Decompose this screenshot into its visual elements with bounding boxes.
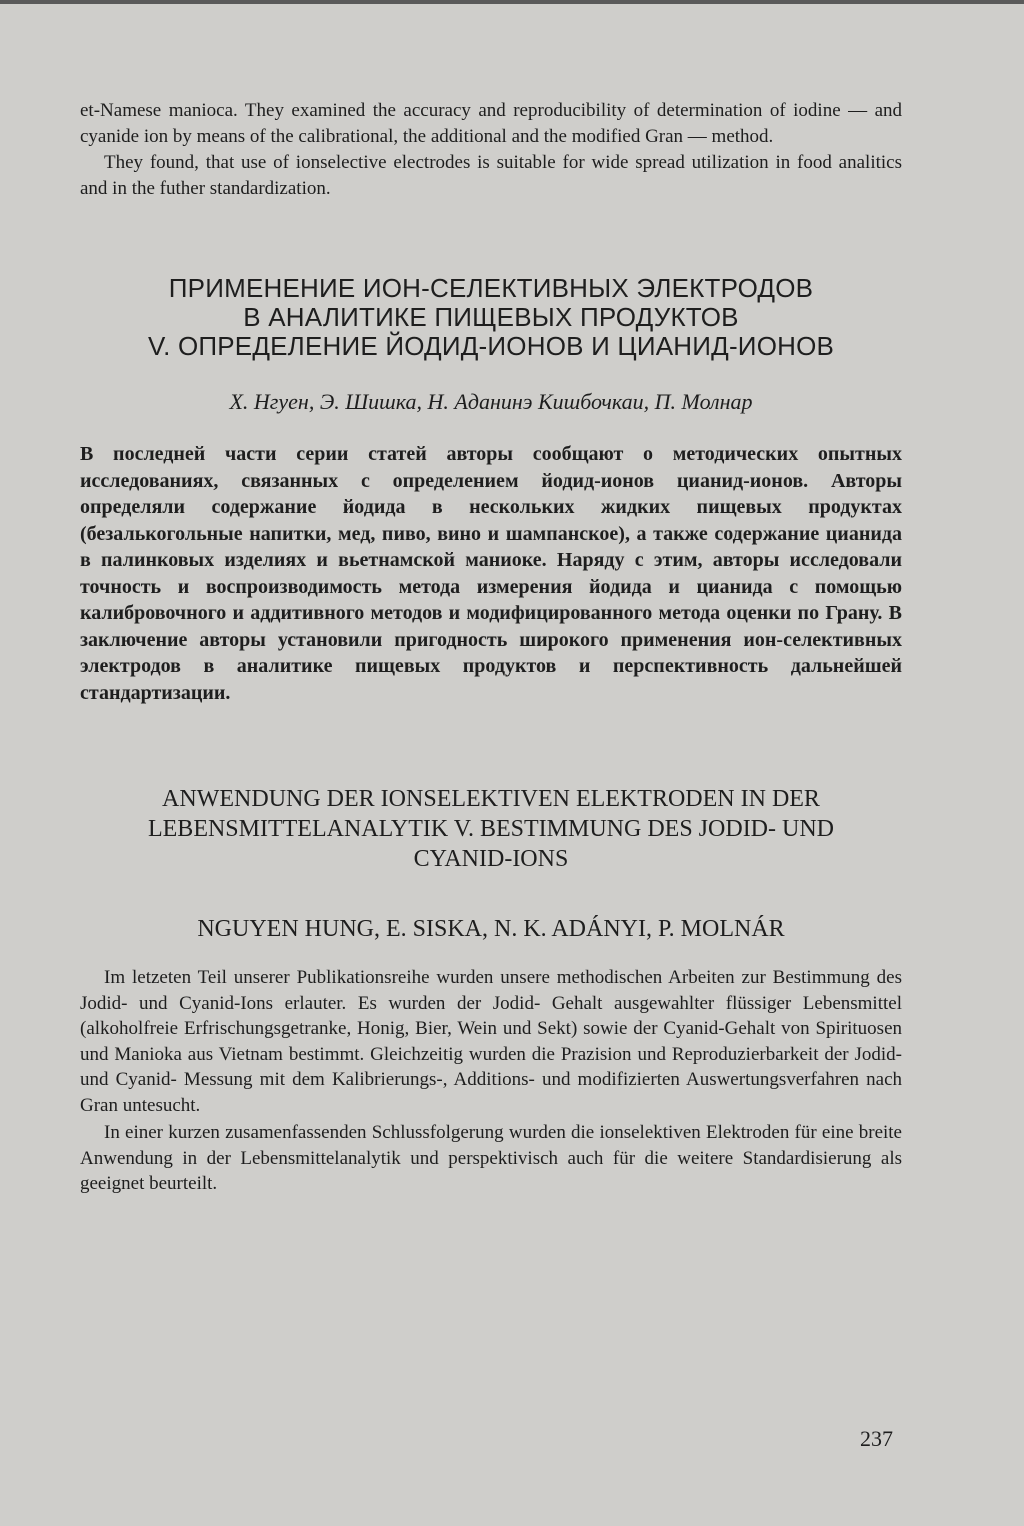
russian-title-line: V. ОПРЕДЕЛЕНИЕ ЙОДИД-ИОНОВ И ЦИАНИД-ИОНОВ bbox=[147, 331, 835, 361]
german-abstract-paragraph-2: In einer kurzen zusamenfassenden Schlussfolgerung wurden die ionselektiven Elektroden für eine breite Anwendung in der Lebensmittelanalytik und perspektivisch auch für die weitere Standardisierung als geeignet beurteilt. bbox=[80, 1122, 902, 1194]
english-summary-paragraph-1: et-Namese manioca. They examined the accuracy and reproducibility of determination of iodine — and cyanide ion by means of the calibrational, the additional and the modified Gran — method. bbox=[80, 100, 902, 147]
russian-title bbox=[80, 274, 902, 361]
english-summary-paragraph-2: They found, that use of ionselective electrodes is suitable for wide spread utilization in food analitics and in the futher standardization. bbox=[80, 152, 902, 199]
russian-title-line: В АНАЛИТИКЕ ПИЩЕВЫХ ПРОДУКТОВ bbox=[243, 302, 739, 332]
german-abstract-paragraph-1: Im letzeten Teil unserer Publikationsreihe wurden unsere methodischen Arbeiten zur Bestimmung des Jodid- und Cyanid-Ions erlauter. Es wurden der Jodid- Gehalt ausgewahlter flüssiger Lebensmittel (alkoholfreie Erfrischungsgetranke, Honig, Bier, Wein und Sekt) sowie der Cyanid-Gehalt von Spirituosen und Manioka aus Vietnam bestimmt. Gleichzeitig wurden die Prazision und Reproduzierbarkeit der Jodid- und Cyanid- Messung mit dem Kalibrierungs-, Additions- und modifizierten Auswertungsverfahren nach Gran untesucht. bbox=[80, 967, 902, 1116]
german-title-line: LEBENSMITTELANALYTIK V. BESTIMMUNG DES JODID- UND bbox=[147, 816, 834, 842]
page-content bbox=[80, 98, 902, 1197]
german-title-line: ANWENDUNG DER IONSELEKTIVEN ELEKTRODEN IN DER bbox=[162, 786, 820, 812]
scan-edge bbox=[0, 0, 1024, 4]
german-authors: NGUYEN HUNG, E. SISKA, N. K. ADÁNYI, P. MOLNÁR bbox=[197, 916, 785, 942]
page-number: 237 bbox=[860, 1426, 893, 1451]
german-title bbox=[80, 784, 902, 874]
russian-abstract: В последней части серии статей авторы сообщают о методических опытных исследованиях, связанных с определением йодид-ионов цианид-ионов. Авторы определяли содержание йодида в нескольких жидких пищевых продуктах (безалькогольные напитки, мед, пиво, вино и шампанское), а также содержание цианида в палинковых изделиях и вьетнамской маниоке. Наряду с этим, авторы исследовали точность и воспроизводимость метода измерения йодида и цианида с помощью калибровочного и аддитивного методов и модифицированного метода оценки по Грану. В заключение авторы установили пригодность широкого применения ион-селективных электродов в аналитике пищевых продуктов и перспективность дальнейшей стандартизации. bbox=[80, 443, 902, 704]
german-title-line: CYANID-IONS bbox=[413, 846, 569, 872]
russian-title-line: ПРИМЕНЕНИЕ ИОН-СЕЛЕКТИВНЫХ ЭЛЕКТРОДОВ bbox=[168, 273, 814, 303]
russian-authors: X. Нгуен, Э. Шишка, Н. Аданинэ Кишбочкаи, П. Молнар bbox=[229, 389, 753, 414]
